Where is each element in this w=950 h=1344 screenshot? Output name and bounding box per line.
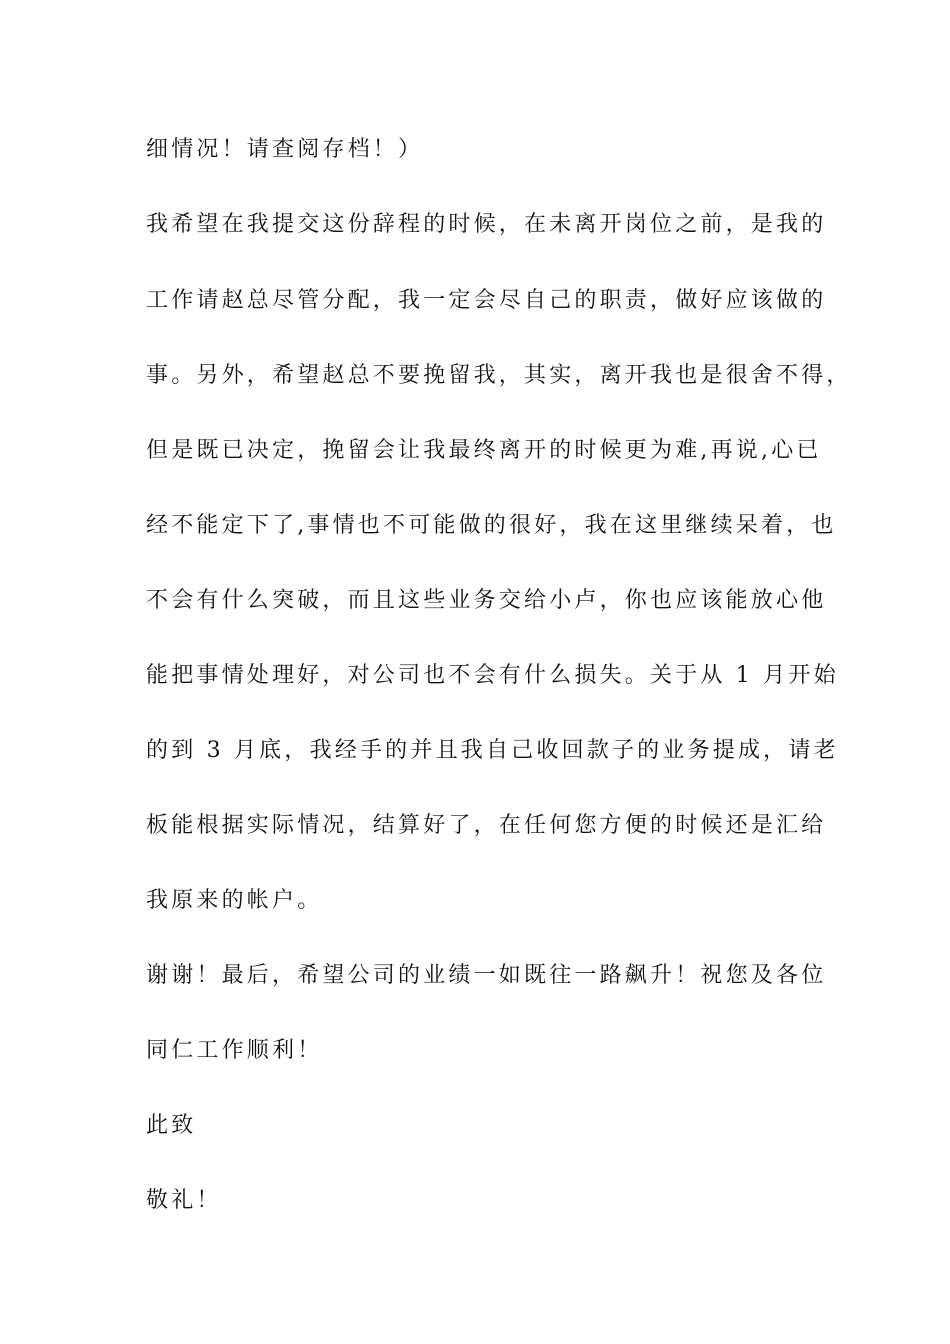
text-line: 但是既已决定，挽留会让我最终离开的时候更为难,再说,心已 <box>146 438 822 463</box>
salutation-line: 敬礼！ <box>146 1188 222 1213</box>
text-line: 能把事情处理好，对公司也不会有什么损失。关于从 1 月开始 <box>146 663 839 688</box>
text-line: 细情况！请查阅存档！） <box>146 137 424 162</box>
text-line: 工作请赵总尽管分配，我一定会尽自己的职责，做好应该做的 <box>146 288 827 313</box>
text-line: 不会有什么突破，而且这些业务交给小卢，你也应该能放心他 <box>146 588 827 613</box>
text-line: 的到 3 月底，我经手的并且我自己收回款子的业务提成，请老 <box>146 738 839 763</box>
text-line: 事。另外，希望赵总不要挽留我，其实，离开我也是很舍不得， <box>146 363 852 388</box>
closing-line: 此致 <box>146 1113 197 1138</box>
text-line: 同仁工作顺利！ <box>146 1038 323 1063</box>
text-line: 经不能定下了,事情也不可能做的很好，我在这里继续呆着，也 <box>146 513 837 538</box>
text-line: 谢谢！最后，希望公司的业绩一如既往一路飙升！祝您及各位 <box>146 963 827 988</box>
text-line: 我希望在我提交这份辞程的时候，在未离开岗位之前，是我的 <box>146 212 827 237</box>
text-line: 板能根据实际情况，结算好了，在任何您方便的时候还是汇给 <box>146 813 827 838</box>
text-line: 我原来的帐户。 <box>146 888 323 913</box>
